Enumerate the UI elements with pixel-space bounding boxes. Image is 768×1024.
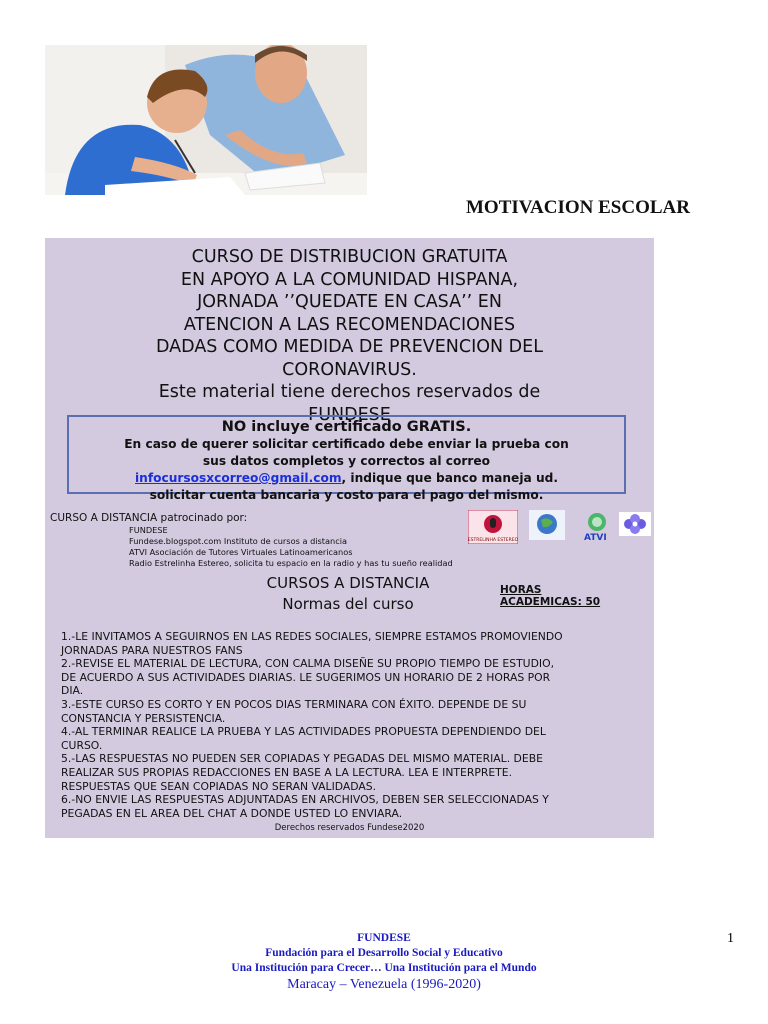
cursos-subtitle: Normas del curso (282, 595, 414, 613)
rule-line: REALIZAR SUS PROPIAS REDACCIONES EN BASE A LA LECTURA. LEA E INTERPRETE. (61, 765, 513, 779)
sponsor-label: CURSO A DISTANCIA patrocinado por: (50, 512, 248, 524)
atvi-logo-text: ATVI (584, 533, 607, 542)
headline-line: EN APOYO A LA COMUNIDAD HISPANA, (180, 269, 519, 290)
headline-line: DADAS COMO MEDIDA DE PREVENCION DEL (156, 337, 543, 357)
certificate-line: NO incluye certificado GRATIS. (221, 419, 472, 435)
rule-line: 3.-ESTE CURSO ES CORTO Y EN POCOS DIAS TERMINARA CON ÉXITO. DEPENDE DE SU (61, 697, 527, 711)
footer-slogan: Una Institución para Crecer… Una Institución para el Mundo (231, 962, 537, 974)
rule-line: 5.-LAS RESPUESTAS NO PUEDEN SER COPIADAS Y PEGADAS DEL MISMO MATERIAL. DEBE (61, 752, 543, 766)
rule-line: PEGADAS EN EL AREA DEL CHAT A DONDE USTED LO ENVIARA. (61, 806, 403, 820)
rule-line: CURSO. (61, 738, 103, 752)
footer-location: Maracay – Venezuela (1996-2020) (287, 977, 481, 992)
course-flyer (45, 238, 654, 838)
footer-org: FUNDESE (357, 932, 411, 944)
cursos-heading (233, 573, 463, 615)
rule-line: 6.-NO ENVIE LAS RESPUESTAS ADJUNTADAS EN ARCHIVOS, DEBEN SER SELECCIONADAS Y (61, 793, 549, 807)
cursos-title: CURSOS A DISTANCIA (266, 574, 430, 592)
course-rules (61, 630, 646, 820)
radio-logo-text: ESTRELINHA ESTEREO (468, 538, 518, 543)
headline-line: CORONAVIRUS. (282, 359, 417, 380)
headline-line: FUNDESE (308, 404, 391, 425)
sponsor-item: ATVI Asociación de Tutores Virtuales Latinoamericanos (129, 547, 353, 557)
certificate-email-line (69, 470, 624, 487)
rule-line: 2.-REVISE EL MATERIAL DE LECTURA, CON CALMA DISEÑE SU PROPIO TIEMPO DE ESTUDIO, (61, 657, 554, 671)
header-photo (45, 45, 367, 195)
certificate-notice-box (67, 415, 626, 502)
certificate-line: , indique que banco maneja ud. (341, 471, 558, 485)
radio-estrelinha-logo-icon (468, 510, 518, 544)
globe-institute-logo-icon (529, 510, 565, 540)
document-title: MOTIVACION ESCOLAR (466, 197, 690, 218)
rule-line: 4.-AL TERMINAR REALICE LA PRUEBA Y LAS ACTIVIDADES PROPUESTA DEPENDIENDO DEL (61, 725, 546, 739)
sponsor-item: FUNDESE (129, 525, 168, 535)
page-number: 1 (727, 931, 734, 946)
page-footer (0, 930, 768, 994)
headline-line: CURSO DE DISTRIBUCION GRATUITA (191, 247, 508, 267)
sponsor-list (129, 525, 453, 569)
sponsor-item: Fundese.blogspot.com Instituto de cursos a distancia (129, 536, 348, 546)
rule-line: DE ACUERDO A SUS ACTIVIDADES DIARIAS. LE SUGERIMOS UN HORARIO DE 2 HORAS POR (61, 670, 551, 684)
rule-line: JORNADAS PARA NUESTROS FANS (61, 643, 243, 657)
headline-line: ATENCION A LAS RECOMENDACIONES (183, 314, 516, 335)
flower-logo-icon (619, 512, 651, 536)
atvi-logo-icon (572, 510, 612, 542)
rule-line: CONSTANCIA Y PERSISTENCIA. (61, 711, 226, 725)
horas-value: ACADEMICAS: 50 (500, 596, 601, 608)
rule-line: RESPUESTAS QUE SEAN COPIADAS NO SERAN VALIDADAS. (61, 779, 377, 793)
certificate-line: solicitar cuenta bancaria y costo para el pago del mismo. (149, 488, 544, 502)
headline-line: JORNADA ’’QUEDATE EN CASA’’ EN (197, 292, 502, 312)
certificate-line: sus datos completos y correctos al correo (202, 454, 491, 468)
father-helping-child-photo-icon (45, 45, 367, 195)
horas-label: HORAS (500, 584, 542, 596)
sponsor-item: Radio Estrelinha Estereo, solicita tu espacio en la radio y has tu sueño realidad (129, 558, 453, 568)
rule-line: 1.-LE INVITAMOS A SEGUIRNOS EN LAS REDES SOCIALES, SIEMPRE ESTAMOS PROMOVIENDO (61, 630, 563, 643)
flyer-headline (45, 246, 654, 426)
email-link[interactable]: infocursosxcorreo@gmail.com (134, 471, 342, 485)
certificate-line: En caso de querer solicitar certificado debe enviar la prueba con (124, 437, 569, 451)
rule-line: DIA. (61, 684, 84, 698)
headline-line: Este material tiene derechos reservados de (158, 382, 541, 402)
horas-academicas (500, 584, 600, 608)
footer-org-name: Fundación para el Desarrollo Social y Educativo (265, 947, 503, 959)
flyer-copyright: Derechos reservados Fundese2020 (274, 823, 425, 833)
